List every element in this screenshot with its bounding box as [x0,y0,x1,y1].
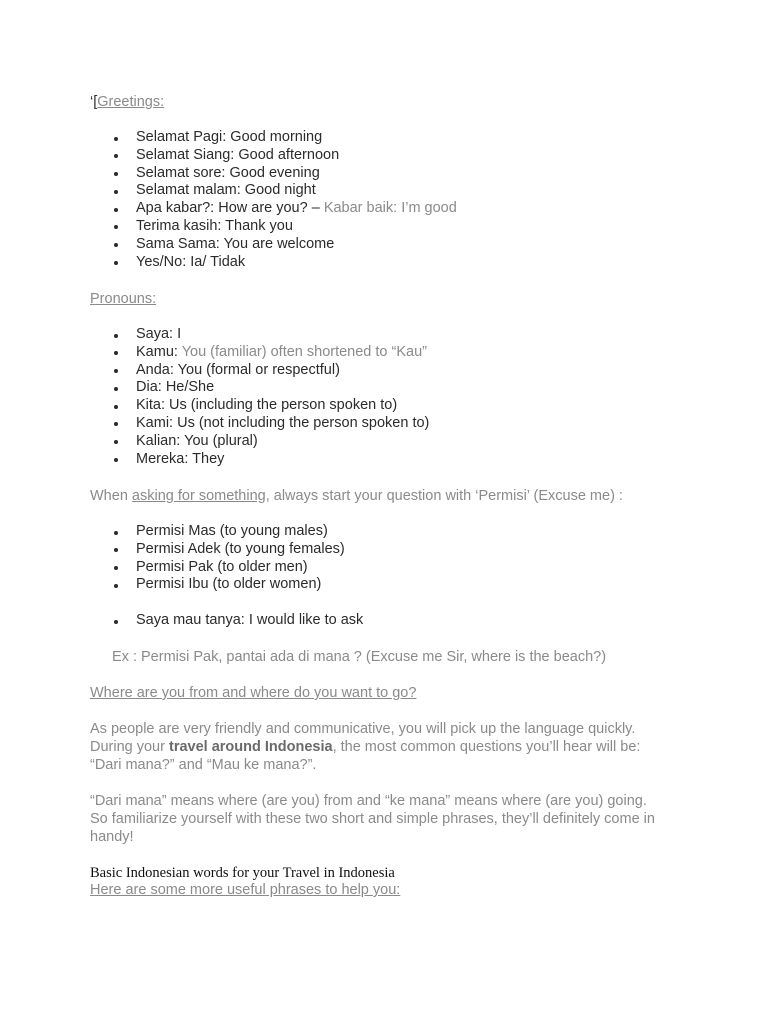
where-heading-line [90,684,416,702]
greetings-heading-line [90,93,164,111]
list-item: Saya: I [90,326,429,344]
list-item: Saya mau tanya: I would like to ask [90,612,363,630]
list-item: Sama Sama: You are welcome [90,236,457,254]
greetings-prefix: ‘[ [90,94,98,110]
list-item: Terima kasih: Thank you [90,218,457,236]
list-item: Permisi Adek (to young females) [90,541,345,559]
where-paragraph-2-line-2: So familiarize yourself with these two short and simple phrases, they’ll definitely come in [90,811,655,827]
asking-link[interactable]: asking for something [131,488,266,504]
footer-link[interactable]: Here are some more useful phrases to help you: [90,882,401,898]
list-item: Selamat Pagi: Good morning [90,129,457,147]
list-item: Kamu: You (familiar) often shortened to “Kau” [90,344,429,362]
where-paragraph-1-line-1: As people are very friendly and communicative, you will pick up the language quickly. [90,721,636,737]
greetings-list [90,129,457,271]
footer-title: Basic Indonesian words for your Travel in Indonesia [90,865,395,881]
pronouns-list [90,326,429,468]
asking-intro: When asking for something, always start your question with ‘Permisi’ (Excuse me) : [90,488,623,504]
where-paragraph-1-line-2: During your travel around Indonesia, the most common questions you’ll hear will be: [90,739,641,755]
list-item: Permisi Ibu (to older women) [90,576,345,594]
asking-list [90,523,345,594]
list-item: Selamat Siang: Good afternoon [90,147,457,165]
list-item: Permisi Pak (to older men) [90,559,345,577]
list-item: Apa kabar?: How are you? – Kabar baik: I’m good [90,200,457,218]
example-text: Ex : Permisi Pak, pantai ada di mana ? (Excuse me Sir, where is the beach?) [112,649,607,665]
list-item: Selamat sore: Good evening [90,165,457,183]
list-item: Mereka: They [90,451,429,469]
list-item: Yes/No: Ia/ Tidak [90,254,457,272]
list-item: Kami: Us (not including the person spoken to) [90,415,429,433]
pronouns-heading[interactable]: Pronouns: [90,291,157,307]
list-item: Permisi Mas (to young males) [90,523,345,541]
pronouns-heading-line [90,290,156,308]
list-item: Kalian: You (plural) [90,433,429,451]
list-item: Kita: Us (including the person spoken to) [90,397,429,415]
where-paragraph-2-line-1: “Dari mana” means where (are you) from and “ke mana” means where (are you) going. [90,793,647,809]
where-paragraph-1-line-3: “Dari mana?” and “Mau ke mana?”. [90,757,317,773]
list-item: Anda: You (formal or respectful) [90,362,429,380]
where-paragraph-2-line-3: handy! [90,829,134,845]
greetings-heading[interactable]: Greetings: [97,94,165,110]
list-item: Selamat malam: Good night [90,182,457,200]
footer-link-line [90,881,400,899]
list-item: Dia: He/She [90,379,429,397]
where-heading[interactable]: Where are you from and where do you want to go? [90,685,417,701]
asking-extra-list [90,612,363,630]
